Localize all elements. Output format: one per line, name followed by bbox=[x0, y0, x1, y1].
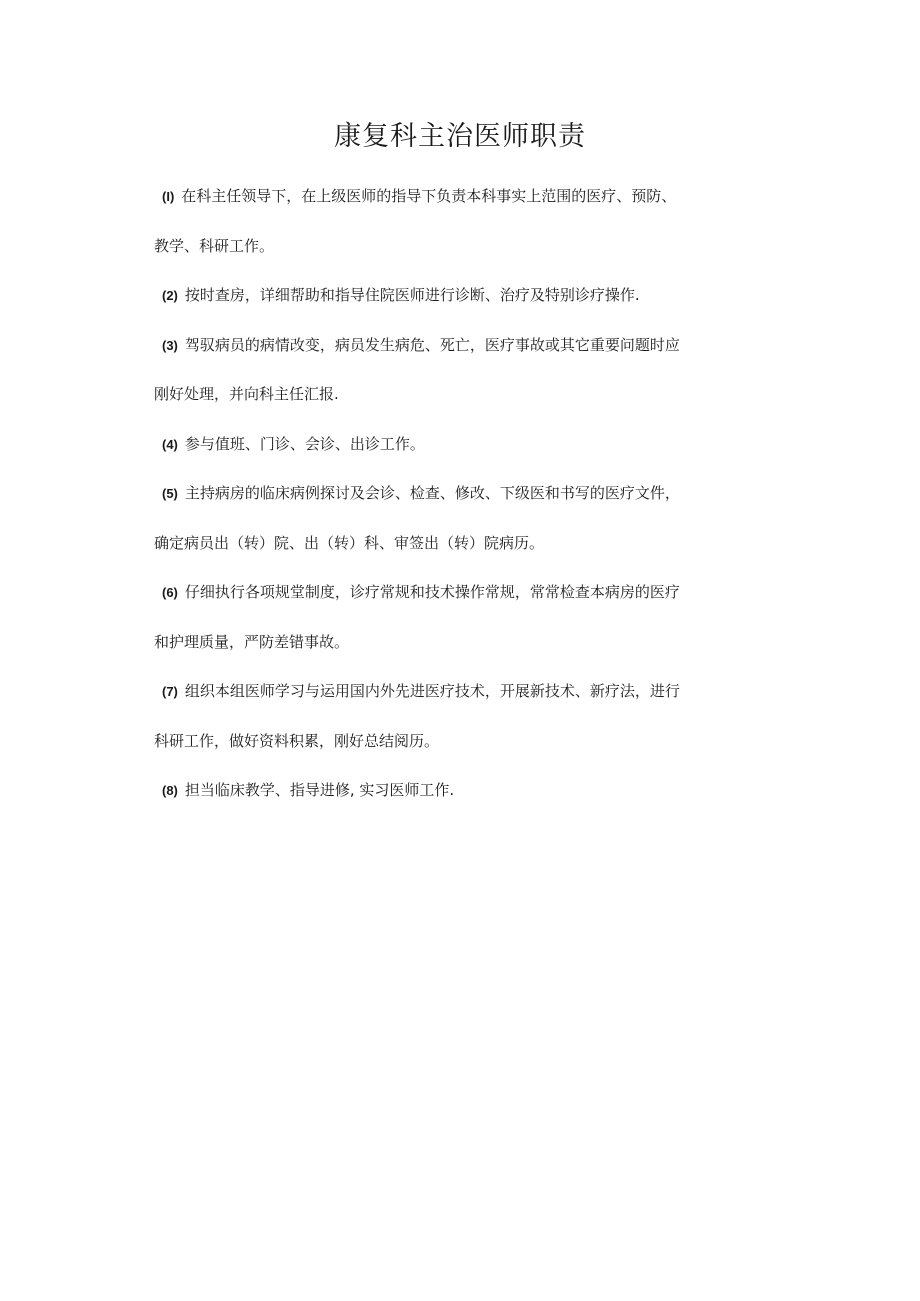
duty-number: (4) bbox=[162, 436, 178, 452]
document-title: 康复科主治医师职责 bbox=[334, 121, 586, 152]
duty-line bbox=[154, 321, 764, 371]
duty-line-continued: 刚好处理，并向科主任汇报. bbox=[154, 385, 339, 403]
duty-number: (3) bbox=[162, 337, 178, 353]
duty-line bbox=[154, 667, 764, 717]
duty-item-3 bbox=[154, 321, 764, 420]
duty-number: (6) bbox=[162, 585, 178, 600]
duty-list bbox=[154, 172, 764, 816]
duty-line bbox=[154, 420, 764, 470]
duty-number: (I) bbox=[162, 189, 175, 204]
duty-item-6 bbox=[154, 568, 764, 667]
duty-line bbox=[154, 766, 764, 816]
duty-text: 主持病房的临床病例探讨及会诊、检查、修改、下级医和书写的医疗文件， bbox=[184, 484, 680, 502]
duty-number: (8) bbox=[162, 783, 178, 798]
duty-text: 驾驭病员的病情改变，病员发生病危、死亡，医疗事故或其它重要问题时应 bbox=[184, 335, 680, 354]
duty-text: 仔细执行各项规堂制度，诊疗常规和技术操作常规，常常检查本病房的医疗 bbox=[184, 583, 680, 601]
duty-item-4 bbox=[154, 420, 764, 470]
duty-text: 在科主任领导下，在上级医师的指导下负责本科事实上范围的医疗、预防、 bbox=[181, 187, 677, 205]
duty-line bbox=[154, 172, 764, 222]
duty-item-8 bbox=[154, 766, 764, 816]
duty-text: 担当临床教学、指导进修, 实习医师工作. bbox=[184, 781, 455, 799]
duty-item-1 bbox=[154, 172, 764, 271]
duty-line-continued: 和护理质量，严防差错事故。 bbox=[154, 632, 350, 651]
duty-text: 参与值班、门诊、会诊、出诊工作。 bbox=[184, 434, 425, 453]
duty-line-continued: 确定病员出（转）院、出（转）科、审签出（转）院病历。 bbox=[154, 533, 545, 552]
duty-text: 按时查房，详细帮助和指导住院医师进行诊断、治疗及特别诊疗操作. bbox=[184, 286, 640, 304]
duty-item-5 bbox=[154, 469, 764, 568]
duty-text: 组织本组医师学习与运用国内外先进医疗技术，开展新技术、新疗法，进行 bbox=[184, 682, 680, 700]
duty-line-continued: 教学、科研工作。 bbox=[154, 236, 275, 255]
duty-number: (2) bbox=[162, 288, 178, 303]
duty-item-2 bbox=[154, 271, 764, 321]
duty-number: (7) bbox=[162, 684, 178, 699]
duty-item-7 bbox=[154, 667, 764, 766]
duty-line bbox=[154, 271, 764, 321]
duty-number: (5) bbox=[162, 486, 178, 501]
duty-line bbox=[154, 469, 764, 519]
duty-line-continued: 科研工作，做好资料积累，刚好总结阅历。 bbox=[154, 731, 440, 750]
duty-line bbox=[154, 568, 764, 618]
